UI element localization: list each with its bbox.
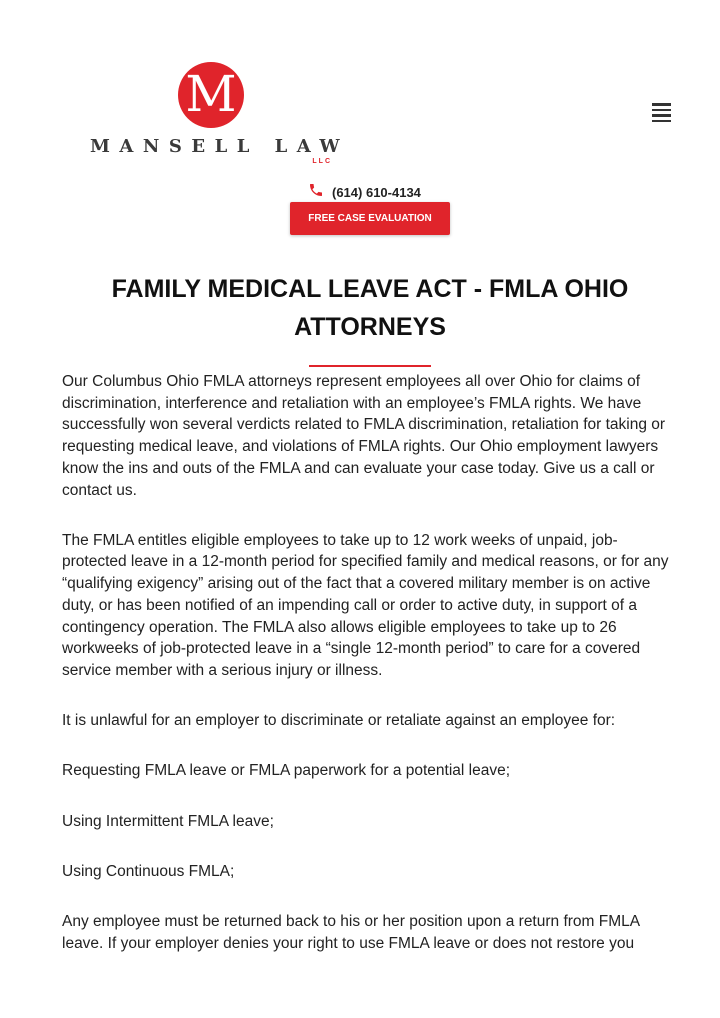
paragraph-unlawful: It is unlawful for an employer to discriminate or retaliate against an employee for: xyxy=(62,712,616,730)
menu-bar xyxy=(652,120,671,123)
title-underline xyxy=(309,365,431,367)
phone-link[interactable] xyxy=(308,182,421,202)
logo-name: MANSELL LAW xyxy=(90,136,350,157)
paragraph-fmla-entitlements: The FMLA entitles eligible employees to take up to 12 work weeks of unpaid, job-protected leave in a 12-month period for specified family and medical reasons, or for any “qualifying exigency” arising out of the fact that a covered military member is on active duty, or has been notified of an impending call or order to active duty, in support of a contingency operation. The FMLA also allows eligible employees to take up to 26 workweeks of job-protected leave in a “single 12-month period” to care for a covered service member with a serious injury or illness. xyxy=(62,531,669,679)
page-title: FAMILY MEDICAL LEAVE ACT - FMLA OHIO ATTORNEYS xyxy=(111,275,629,341)
menu-bar xyxy=(652,114,671,117)
list-item-intermittent-leave: Using Intermittent FMLA leave; xyxy=(62,812,274,830)
list-item-continuous-fmla: Using Continuous FMLA; xyxy=(62,862,235,880)
phone-icon xyxy=(308,182,324,203)
company-logo[interactable] xyxy=(88,58,350,166)
paragraph-return-to-position: Any employee must be returned back to his or her position upon a return from FMLA leave. If your employer denies your right to use FMLA leave or does not restore you xyxy=(62,912,640,952)
logo-letter: M xyxy=(185,65,237,123)
phone-number: (614) 610-4134 xyxy=(332,184,421,200)
paragraph-intro: Our Columbus Ohio FMLA attorneys represent employees all over Ohio for claims of discrimination, interference and retaliation with an employee’s FMLA rights. We have successfully won several verdicts related to FMLA discrimination, retaliation for taking or requesting medical leave, and violations of FMLA rights. Our Ohio employment lawyers know the ins and outs of the FMLA and can evaluate your case today. Give us a call or contact us. xyxy=(62,373,666,499)
hamburger-menu-icon[interactable] xyxy=(652,103,671,122)
menu-bar xyxy=(652,103,671,106)
logo-emblem xyxy=(178,62,244,128)
article-body xyxy=(62,371,678,983)
logo-suffix: LLC xyxy=(312,158,332,165)
list-item-requesting-leave: Requesting FMLA leave or FMLA paperwork for a potential leave; xyxy=(62,762,511,780)
free-case-evaluation-button[interactable]: FREE CASE EVALUATION xyxy=(290,202,450,235)
menu-bar xyxy=(652,109,671,112)
